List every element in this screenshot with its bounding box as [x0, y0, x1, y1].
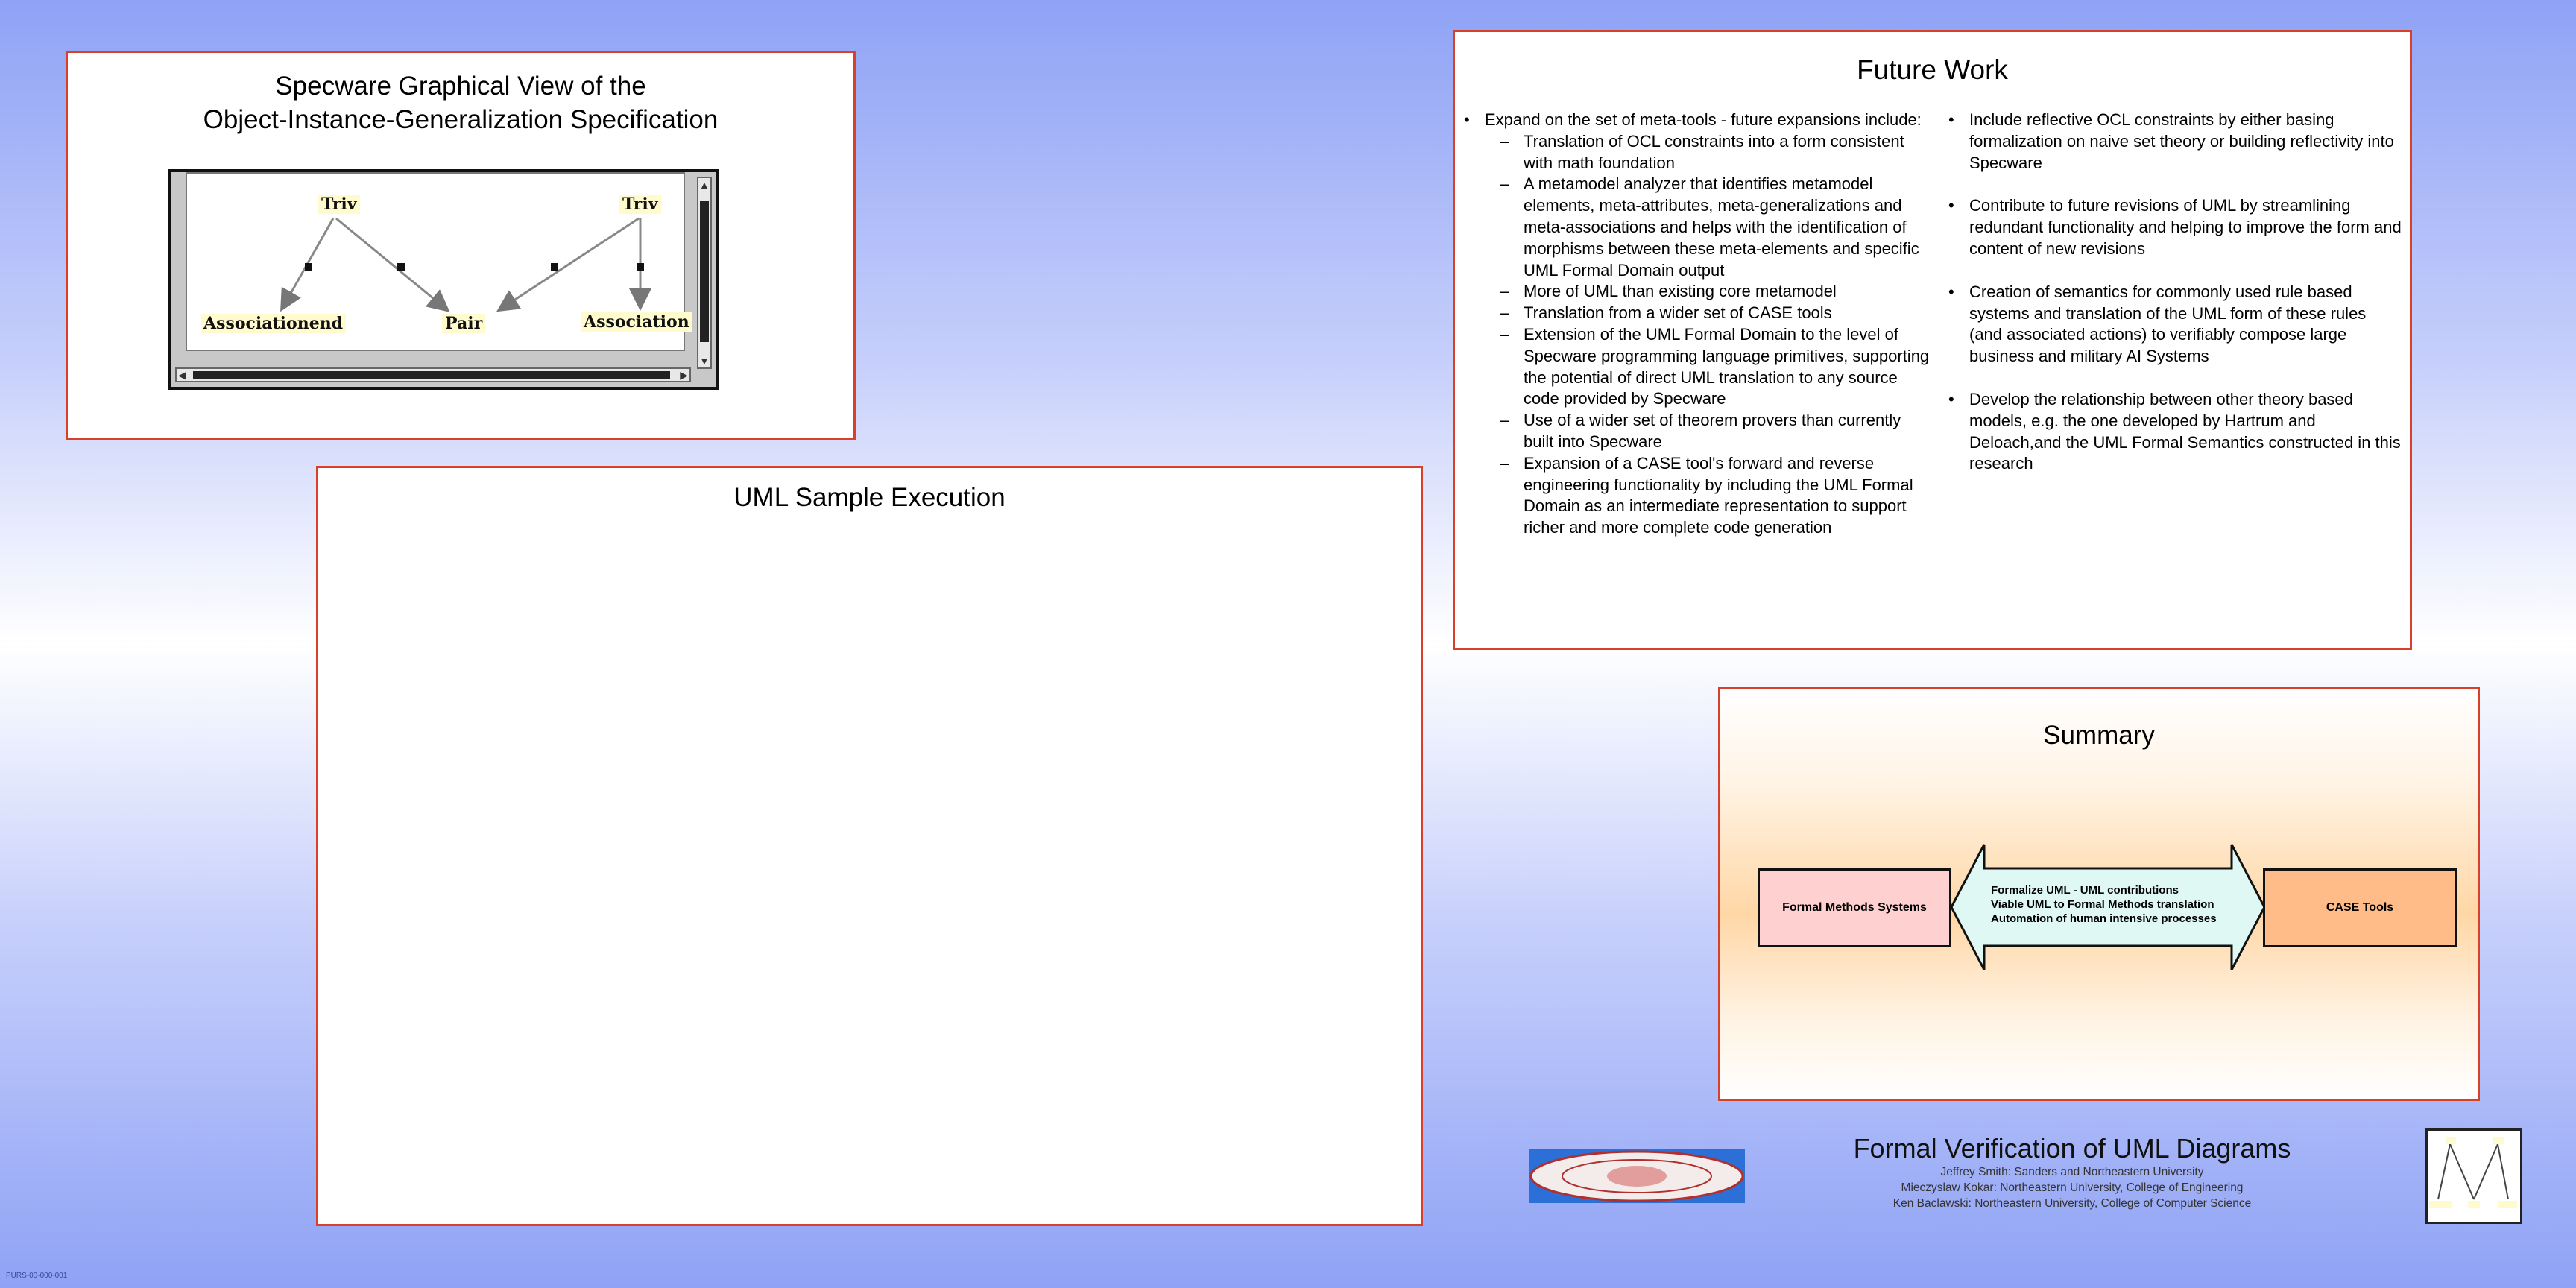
list-item: – Translation from a wider set of CASE tools	[1455, 303, 1932, 324]
future-work-title: Future Work	[1857, 54, 2008, 85]
arrow-text	[1991, 883, 2229, 926]
formal-methods-box: Formal Methods Systems	[1758, 868, 1951, 947]
future-work-right-column	[1939, 110, 2402, 496]
future-work-panel	[1453, 30, 2412, 650]
list-item: – More of UML than existing core metamodel	[1455, 281, 1932, 303]
poster-title: Formal Verification of UML Diagrams	[1853, 1133, 2291, 1164]
specware-panel	[66, 51, 856, 440]
scroll-left-icon[interactable]: ◀	[178, 369, 186, 381]
author-line: Jeffrey Smith: Sanders and Northeastern University	[1940, 1166, 2204, 1178]
university-seal-logo	[1529, 1149, 1745, 1203]
node-triv-right[interactable]: Triv	[619, 195, 661, 214]
list-item: – Expansion of a CASE tool's forward and reverse engineering functionality by including the UML Formal Domain as an intermediate representation to support richer and more complete code generation	[1455, 453, 1932, 539]
list-item: • Creation of semantics for commonly used rule based systems and translation of the UML form of these rules (and associated actions) to verifiably compose large business and military AI Systems	[1939, 282, 2402, 367]
node-pair[interactable]: Pair	[442, 314, 485, 333]
list-item: – Extension of the UML Formal Domain to the level of Specware programming language primitives, supporting the potential of direct UML translation to any source code provided by Specware	[1455, 324, 1932, 410]
specware-diagram-window	[168, 169, 719, 390]
corner-code: PURS-00-000-001	[6, 1272, 68, 1280]
poster-footer	[1789, 1133, 2355, 1211]
uml-sample-execution-panel	[316, 466, 1423, 1226]
scroll-down-icon[interactable]: ▼	[699, 355, 710, 367]
arrow-triv2-to-pair	[500, 218, 639, 309]
specware-title	[68, 69, 853, 136]
mini-diagram-icon	[2428, 1131, 2520, 1222]
list-item: – A metamodel analyzer that identifies metamodel elements, meta-attributes, meta-generalizations and meta-associations and helps with the identification of morphisms between these meta-elements and specific UML Formal Domain output	[1455, 174, 1932, 281]
list-item: • Develop the relationship between other theory based models, e.g. the one developed by Hartrum and Deloach,and the UML Formal Semantics constructed in this research	[1939, 389, 2402, 475]
author-line: Ken Baclawski: Northeastern University, College of Computer Science	[1892, 1197, 2252, 1210]
list-item: – Translation of OCL constraints into a form consistent with math foundation	[1455, 131, 1932, 174]
future-left-bullet: Expand on the set of meta-tools - future expansions include:	[1485, 110, 1922, 129]
seal-icon	[1529, 1149, 1745, 1203]
scroll-right-icon[interactable]: ▶	[680, 369, 688, 381]
future-work-left-column	[1455, 110, 1932, 539]
specware-diagram-canvas	[186, 172, 689, 351]
scroll-up-icon[interactable]: ▲	[699, 179, 710, 191]
vertical-scroll-thumb[interactable]	[700, 201, 709, 342]
horizontal-scrollbar[interactable]	[175, 367, 691, 382]
morphism-handle[interactable]	[551, 263, 558, 271]
summary-title: Summary	[2043, 721, 2155, 750]
node-triv-left[interactable]: Triv	[318, 195, 360, 214]
horizontal-scroll-thumb[interactable]	[193, 371, 670, 379]
uml-title: UML Sample Execution	[733, 483, 1006, 512]
vertical-scrollbar[interactable]	[697, 177, 712, 369]
morphism-handle[interactable]	[637, 263, 644, 271]
morphism-handle[interactable]	[397, 263, 405, 271]
node-associationend[interactable]: Associationend	[201, 314, 346, 333]
list-item: • Contribute to future revisions of UML by streamlining redundant functionality and helping to improve the form and content of new revisions	[1939, 195, 2402, 259]
list-item	[1455, 110, 1932, 539]
specware-title-line2: Object-Instance-Generalization Specification	[203, 105, 719, 134]
case-tools-box: CASE Tools	[2263, 868, 2457, 947]
arrow-triv-to-pair	[336, 218, 446, 309]
node-association[interactable]: Association	[581, 312, 692, 332]
author-line: Mieczyslaw Kokar: Northeastern University, College of Engineering	[1901, 1181, 2244, 1194]
arrow-line: Formalize UML - UML contributions	[1991, 884, 2179, 897]
arrow-line: Viable UML to Formal Methods translation	[1991, 898, 2214, 911]
arrow-line: Automation of human intensive processes	[1991, 912, 2217, 925]
uml-diagram-thumbnail	[2425, 1128, 2522, 1224]
morphism-handle[interactable]	[305, 263, 312, 271]
summary-panel	[1718, 687, 2480, 1101]
list-item: – Use of a wider set of theorem provers than currently built into Specware	[1455, 410, 1932, 453]
specware-title-line1: Specware Graphical View of the	[275, 72, 646, 101]
list-item: • Include reflective OCL constraints by either basing formalization on naive set theory or building reflectivity into Specware	[1939, 110, 2402, 174]
